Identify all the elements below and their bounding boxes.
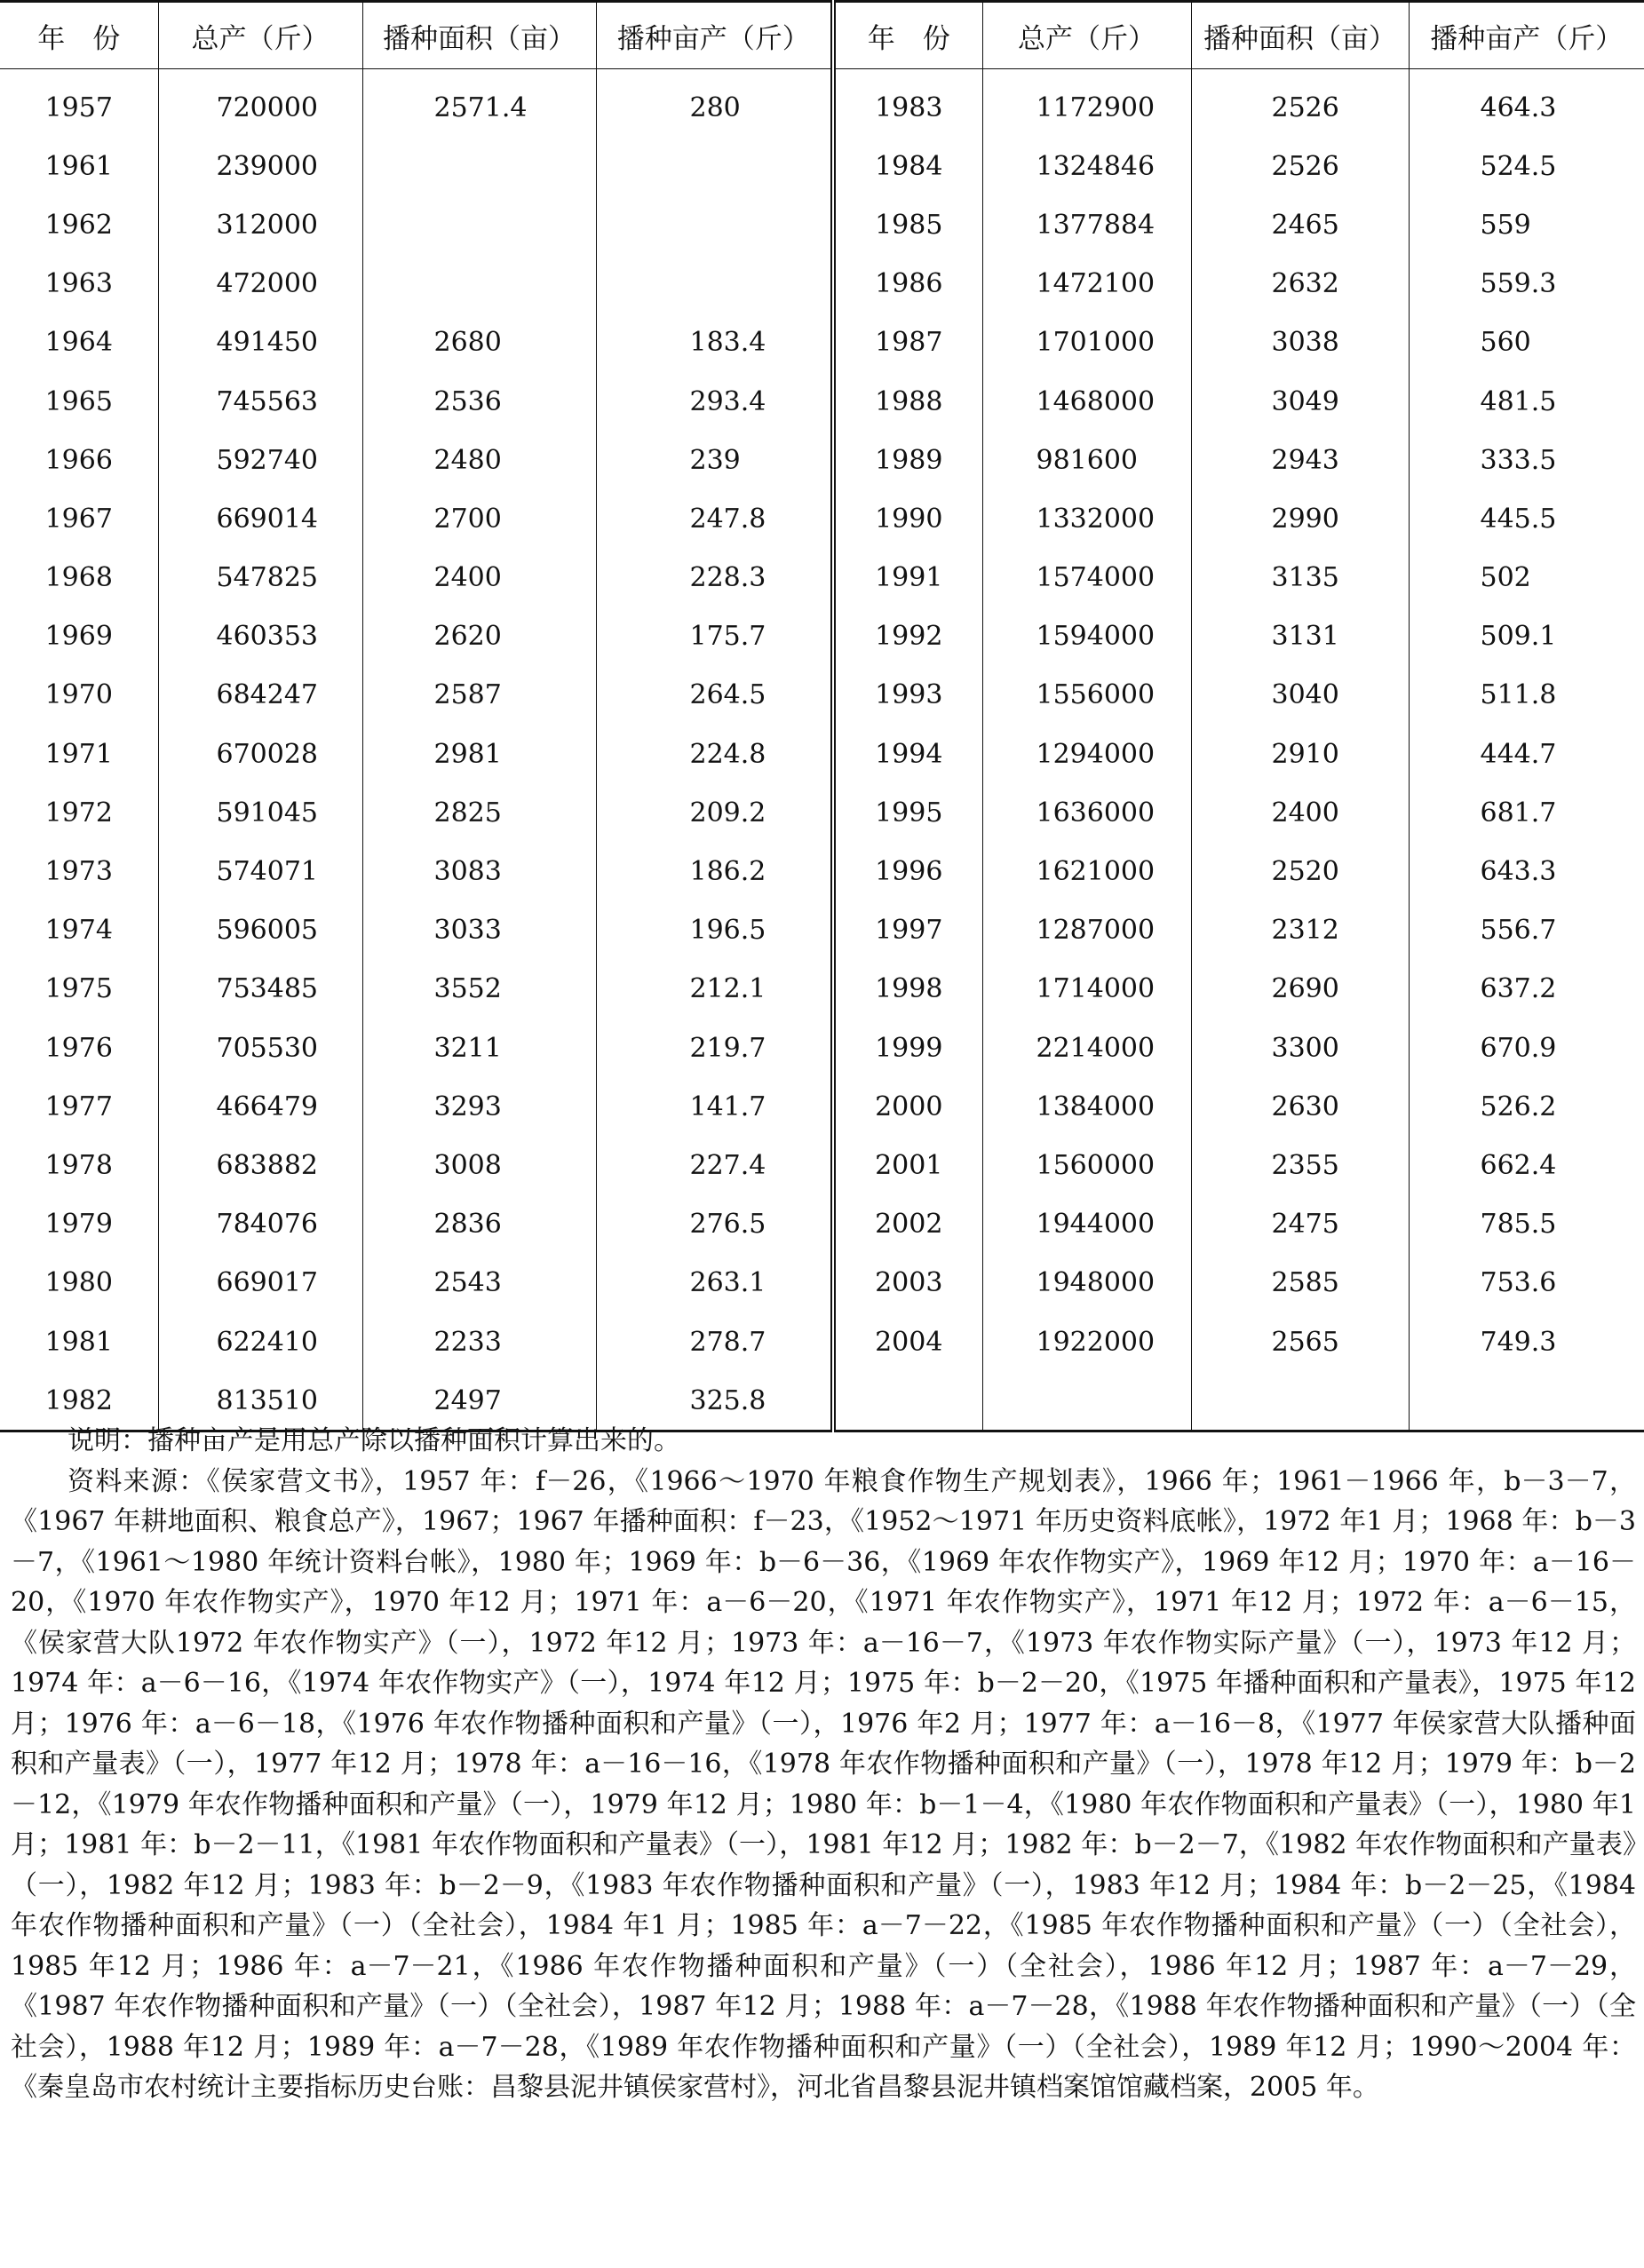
table-row: [0, 1077, 1644, 1136]
table-row: [0, 607, 1644, 666]
table-notes: [11, 1421, 1636, 2108]
cell-yield-left: 228.3: [596, 549, 833, 607]
cell-area-right: 3135: [1191, 549, 1409, 607]
cell-year-right: 1997: [833, 901, 982, 960]
cell-total-left: 670028: [158, 725, 362, 783]
cell-yield-left: 325.8: [596, 1371, 833, 1431]
cell-total-right: 1287000: [982, 901, 1191, 960]
table-row: [0, 1136, 1644, 1194]
cell-area-left: 3033: [362, 901, 596, 960]
cell-year-right: 1995: [833, 783, 982, 842]
cell-total-right: 1922000: [982, 1312, 1191, 1371]
cell-total-right: 1636000: [982, 783, 1191, 842]
cell-year-left: 1965: [0, 372, 158, 431]
cell-yield-right: 333.5: [1480, 444, 1557, 476]
cell-total-right: 1948000: [982, 1254, 1191, 1312]
table-row: [0, 313, 1644, 372]
cell-total-right: 981600: [982, 431, 1191, 489]
cell-area-left: 3293: [362, 1077, 596, 1136]
cell-year-right: 1989: [833, 431, 982, 489]
header-yield-right: 播种亩产（斤）: [1409, 2, 1644, 69]
cell-area-right: 2943: [1191, 431, 1409, 489]
cell-year-left: 1973: [0, 842, 158, 900]
cell-year-left: 1980: [0, 1254, 158, 1312]
source-note: 资料来源：《侯家营文书》，1957 年：f－26，《1966～1970 年粮食作物生产规划表》，1966 年；1961－1966 年，b－3－7，《1967 年耕地面积、粮食总产》，1967；1967 年播种面积：f－23，《1952～1971 年历史资料底帐》，1972 年1 月；1968 年：b－3－7，《1961～1980 年统计资料台帐》，1980 年；1969 年：b－6－36，《1969 年农作物实产》，1969 年12 月；1970 年：a－16－20，《1970 年农作物实产》，1970 年12 月；1971 年：a－6－20，《1971 年农作物实产》，1971 年12 月；1972 年：a－6－15，《侯家营大队1972 年农作物实产》（一），1972 年12 月；1973 年：a－16－7，《1973 年农作物实际产量》（一），1973 年12 月；1974 年：a－6－16，《1974 年农作物实产》（一），1974 年12 月；1975 年：b－2－20，《1975 年播种面积和产量表》，1975 年12 月；1976 年：a－6－18，《1976 年农作物播种面积和产量》（一），1976 年2 月；1977 年：a－16－8，《1977 年侯家营大队播种面积和产量表》（一），1977 年12 月；1978 年：a－16－16，《1978 年农作物播种面积和产量》（一），1978 年12 月；1979 年：b－2－12，《1979 年农作物播种面积和产量》（一），1979 年12 月；1980 年：b－1－4，《1980 年农作物面积和产量表》（一），1980 年1 月；1981 年：b－2－11，《1981 年农作物面积和产量表》（一），1981 年12 月；1982 年：b－2－7，《1982 年农作物面积和产量表》（一），1982 年12 月；1983 年：b－2－9，《1983 年农作物播种面积和产量》（一），1983 年12 月；1984 年：b－2－25，《1984 年农作物播种面积和产量》（一）（全社会），1984 年1 月；1985 年：a－7－22，《1985 年农作物播种面积和产量》（一）（全社会），1985 年12 月；1986 年：a－7－21，《1986 年农作物播种面积和产量》（一）（全社会），1986 年12 月；1987 年：a－7－29，《1987 年农作物播种面积和产量》（一）（全社会），1987 年12 月；1988 年：a－7－28，《1988 年农作物播种面积和产量》（一）（全社会），1988 年12 月；1989 年：a－7－28，《1989 年农作物播种面积和产量》（一）（全社会），1989 年12 月；1990～2004 年：《秦皇岛市农村统计主要指标历史台账：昌黎县泥井镇侯家营村》，河北省昌黎县泥井镇档案馆馆藏档案，2005 年。: [11, 1465, 1636, 2103]
cell-area-right: 3038: [1191, 313, 1409, 372]
table-row: [0, 1312, 1644, 1371]
cell-year-left: 1967: [0, 489, 158, 548]
cell-year-left: 1971: [0, 725, 158, 783]
cell-year-right: 2003: [833, 1254, 982, 1312]
cell-yield-left: 141.7: [596, 1077, 833, 1136]
cell-yield-left: 227.4: [596, 1136, 833, 1194]
table-row: [0, 1195, 1644, 1254]
cell-yield-left: 209.2: [596, 783, 833, 842]
cell-yield-right: 559.3: [1480, 268, 1557, 300]
cell-yield-left: 186.2: [596, 842, 833, 900]
cell-total-right: 1324846: [982, 137, 1191, 195]
cell-total-right: 1332000: [982, 489, 1191, 548]
cell-total-right: 2214000: [982, 1019, 1191, 1077]
cell-year-right: 2000: [833, 1077, 982, 1136]
cell-area-left: 2480: [362, 431, 596, 489]
cell-area-right: 2526: [1191, 137, 1409, 195]
table-row: [0, 431, 1644, 489]
cell-year-left: 1982: [0, 1371, 158, 1431]
cell-total-right: 1574000: [982, 549, 1191, 607]
cell-yield-right: 643.3: [1480, 856, 1557, 888]
cell-total-left: 669017: [158, 1254, 362, 1312]
cell-year-left: 1979: [0, 1195, 158, 1254]
cell-area-right: 3300: [1191, 1019, 1409, 1077]
cell-area-left: 2836: [362, 1195, 596, 1254]
cell-yield-left: 293.4: [596, 372, 833, 431]
table-row: [0, 69, 1644, 138]
cell-total-left: 745563: [158, 372, 362, 431]
cell-yield-left: 247.8: [596, 489, 833, 548]
table-header-row: [0, 2, 1644, 69]
cell-total-left: 239000: [158, 137, 362, 195]
cell-year-right: 1996: [833, 842, 982, 900]
cell-total-right: 1560000: [982, 1136, 1191, 1194]
header-total-left: 总产（斤）: [158, 2, 362, 69]
table-row: [0, 549, 1644, 607]
cell-yield-right: 502: [1480, 562, 1531, 594]
cell-yield-left: [596, 255, 833, 313]
cell-total-right: 1472100: [982, 255, 1191, 313]
cell-yield-right: 444.7: [1480, 738, 1557, 770]
cell-area-left: 2400: [362, 549, 596, 607]
cell-area-left: 3008: [362, 1136, 596, 1194]
cell-total-right: 1594000: [982, 607, 1191, 666]
cell-year-right: 2004: [833, 1312, 982, 1371]
cell-yield-right: 637.2: [1480, 973, 1557, 1005]
cell-yield-left: 224.8: [596, 725, 833, 783]
cell-area-right: 2400: [1191, 783, 1409, 842]
cell-total-left: 622410: [158, 1312, 362, 1371]
cell-total-right: 1172900: [982, 69, 1191, 138]
table-row: [0, 489, 1644, 548]
cell-total-left: 720000: [158, 69, 362, 138]
cell-area-left: 2620: [362, 607, 596, 666]
cell-area-left: [362, 195, 596, 254]
header-year-right: 年 份: [833, 2, 982, 69]
cell-year-left: 1957: [0, 69, 158, 138]
cell-yield-right: 524.5: [1480, 150, 1557, 182]
cell-area-right: 2526: [1191, 69, 1409, 138]
table-row: [0, 372, 1644, 431]
cell-total-right: 1944000: [982, 1195, 1191, 1254]
cell-year-left: 1977: [0, 1077, 158, 1136]
table-row: [0, 195, 1644, 254]
cell-total-left: 683882: [158, 1136, 362, 1194]
cell-year-right: 1999: [833, 1019, 982, 1077]
cell-year-right: 1998: [833, 960, 982, 1019]
cell-yield-left: [596, 195, 833, 254]
header-total-right: 总产（斤）: [982, 2, 1191, 69]
cell-yield-right: 445.5: [1480, 503, 1557, 535]
cell-year-right: 2001: [833, 1136, 982, 1194]
cell-yield-right: 526.2: [1480, 1090, 1557, 1122]
cell-yield-right: 509.1: [1480, 621, 1557, 653]
cell-total-left: 669014: [158, 489, 362, 548]
header-area-right: 播种面积（亩）: [1191, 2, 1409, 69]
cell-area-left: 3083: [362, 842, 596, 900]
cell-area-right: 2990: [1191, 489, 1409, 548]
cell-year-left: 1976: [0, 1019, 158, 1077]
cell-total-left: 491450: [158, 313, 362, 372]
cell-area-left: 3211: [362, 1019, 596, 1077]
cell-yield-right: 753.6: [1480, 1267, 1557, 1299]
cell-yield-right: 681.7: [1480, 797, 1557, 829]
cell-yield-left: 278.7: [596, 1312, 833, 1371]
cell-total-right: 1621000: [982, 842, 1191, 900]
cell-area-left: 2981: [362, 725, 596, 783]
cell-yield-right: 559: [1480, 209, 1531, 241]
cell-year-right: 1994: [833, 725, 982, 783]
cell-area-left: 3552: [362, 960, 596, 1019]
explanation-note: 说明：播种亩产是用总产除以播种面积计算出来的。: [68, 1425, 680, 1456]
cell-year-left: 1974: [0, 901, 158, 960]
cell-area-right: 3131: [1191, 607, 1409, 666]
cell-total-left: 460353: [158, 607, 362, 666]
cell-year-right: 1988: [833, 372, 982, 431]
cell-year-left: 1964: [0, 313, 158, 372]
cell-area-left: 2233: [362, 1312, 596, 1371]
cell-yield-left: [596, 137, 833, 195]
cell-total-left: 466479: [158, 1077, 362, 1136]
table-row: [0, 842, 1644, 900]
cell-yield-right: 662.4: [1480, 1149, 1557, 1181]
cell-area-left: 2536: [362, 372, 596, 431]
cell-area-right: 2630: [1191, 1077, 1409, 1136]
table-row: [0, 725, 1644, 783]
cell-total-right: 1384000: [982, 1077, 1191, 1136]
table-row: [0, 666, 1644, 725]
cell-yield-left: 239: [596, 431, 833, 489]
cell-area-left: 2680: [362, 313, 596, 372]
cell-area-left: [362, 255, 596, 313]
cell-yield-right: 560: [1480, 327, 1531, 359]
cell-yield-right: 556.7: [1480, 915, 1557, 947]
cell-yield-left: 276.5: [596, 1195, 833, 1254]
cell-yield-left: 280: [596, 69, 833, 138]
header-area-left: 播种面积（亩）: [362, 2, 596, 69]
cell-area-right: 2475: [1191, 1195, 1409, 1254]
cell-total-left: 312000: [158, 195, 362, 254]
table-row: [0, 1254, 1644, 1312]
cell-area-right: 2910: [1191, 725, 1409, 783]
cell-area-left: [362, 137, 596, 195]
cell-year-left: 1981: [0, 1312, 158, 1371]
table-row: [0, 255, 1644, 313]
cell-area-left: 2497: [362, 1371, 596, 1431]
header-yield-left: 播种亩产（斤）: [596, 2, 833, 69]
cell-yield-right: 785.5: [1480, 1209, 1557, 1241]
cell-yield-left: 212.1: [596, 960, 833, 1019]
cell-total-left: 684247: [158, 666, 362, 725]
cell-year-left: 1970: [0, 666, 158, 725]
header-year-left: 年 份: [0, 2, 158, 69]
cell-area-right: 3049: [1191, 372, 1409, 431]
cell-total-right: 1556000: [982, 666, 1191, 725]
cell-area-left: 2571.4: [362, 69, 596, 138]
cell-yield-left: 175.7: [596, 607, 833, 666]
cell-year-left: 1961: [0, 137, 158, 195]
cell-area-left: 2543: [362, 1254, 596, 1312]
cell-year-right: 1983: [833, 69, 982, 138]
cell-area-right: 2565: [1191, 1312, 1409, 1371]
cell-year-left: 1972: [0, 783, 158, 842]
table-row: [0, 901, 1644, 960]
cell-year-right: 1992: [833, 607, 982, 666]
cell-year-right: 1986: [833, 255, 982, 313]
cell-total-left: 591045: [158, 783, 362, 842]
cell-area-right: 2465: [1191, 195, 1409, 254]
cell-year-right: 1985: [833, 195, 982, 254]
table-row: [0, 1019, 1644, 1077]
cell-yield-left: 219.7: [596, 1019, 833, 1077]
cell-yield-left: 263.1: [596, 1254, 833, 1312]
cell-year-right: 1987: [833, 313, 982, 372]
cell-total-right: 1377884: [982, 195, 1191, 254]
cell-yield-right: 481.5: [1480, 385, 1557, 417]
cell-total-left: 592740: [158, 431, 362, 489]
cell-year-right: 1990: [833, 489, 982, 548]
cell-year-left: 1975: [0, 960, 158, 1019]
cell-area-right: 2520: [1191, 842, 1409, 900]
cell-yield-right: 749.3: [1480, 1326, 1557, 1358]
cell-total-left: 547825: [158, 549, 362, 607]
cell-year-right: 1991: [833, 549, 982, 607]
table-row: [0, 783, 1644, 842]
cell-total-right: 1294000: [982, 725, 1191, 783]
cell-yield-left: 264.5: [596, 666, 833, 725]
cell-year-left: 1968: [0, 549, 158, 607]
cell-total-left: 472000: [158, 255, 362, 313]
cell-total-left: 753485: [158, 960, 362, 1019]
cell-yield-right: 511.8: [1480, 679, 1557, 711]
cell-area-right: 2690: [1191, 960, 1409, 1019]
cell-area-right: 3040: [1191, 666, 1409, 725]
cell-area-left: 2700: [362, 489, 596, 548]
cell-year-left: 1969: [0, 607, 158, 666]
cell-yield-left: 183.4: [596, 313, 833, 372]
cell-total-right: 1714000: [982, 960, 1191, 1019]
cell-total-right: 1468000: [982, 372, 1191, 431]
cell-area-right: 2632: [1191, 255, 1409, 313]
table-body: [0, 69, 1644, 1431]
cell-yield-right: 464.3: [1480, 91, 1557, 123]
cell-total-left: 813510: [158, 1371, 362, 1431]
cell-year-left: 1966: [0, 431, 158, 489]
cell-year-right: 1993: [833, 666, 982, 725]
cell-area-left: 2825: [362, 783, 596, 842]
cell-year-left: 1962: [0, 195, 158, 254]
cell-total-left: 574071: [158, 842, 362, 900]
cell-area-right: 2355: [1191, 1136, 1409, 1194]
cell-total-left: 596005: [158, 901, 362, 960]
cell-year-right: 1984: [833, 137, 982, 195]
cell-year-left: 1963: [0, 255, 158, 313]
cell-total-left: 784076: [158, 1195, 362, 1254]
cell-area-left: 2587: [362, 666, 596, 725]
cell-year-left: 1978: [0, 1136, 158, 1194]
cell-total-left: 705530: [158, 1019, 362, 1077]
table-row: [0, 137, 1644, 195]
cell-total-right: 1701000: [982, 313, 1191, 372]
cell-area-right: 2312: [1191, 901, 1409, 960]
cell-yield-right: 670.9: [1480, 1032, 1557, 1064]
cell-area-right: 2585: [1191, 1254, 1409, 1312]
cell-yield-left: 196.5: [596, 901, 833, 960]
table-row: [0, 960, 1644, 1019]
cell-year-right: 2002: [833, 1195, 982, 1254]
